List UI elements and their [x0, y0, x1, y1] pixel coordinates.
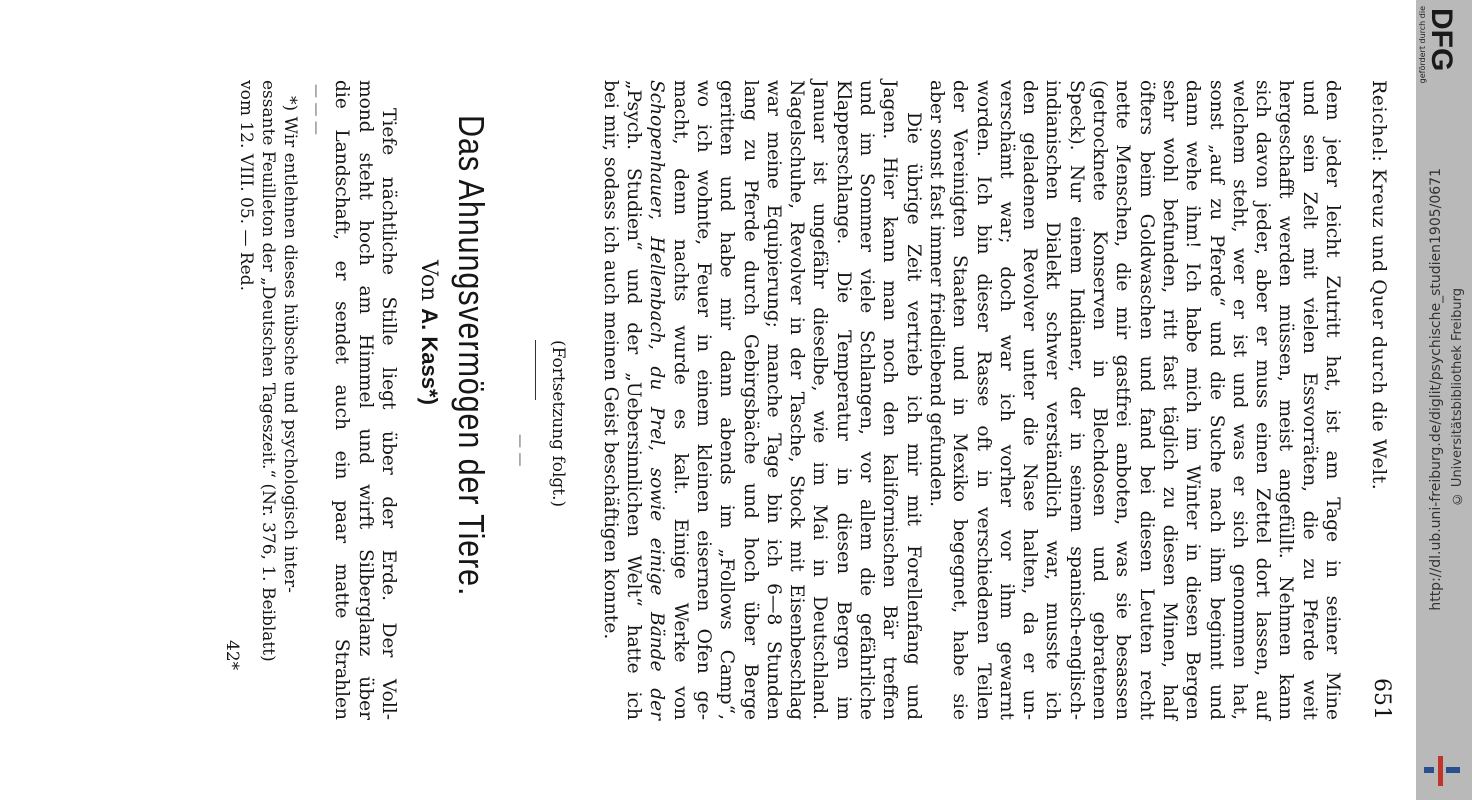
body-line: „Psych. Studien“ und der „Uebersinnlichen Welt“ hatte ich [623, 80, 645, 720]
body-line: den geladenen Revolver unter die Nase halten, da er un- [1019, 80, 1041, 720]
body-line: Nagelschuhe, Revolver in der Tasche, Stock mit Eisenbeschlag [786, 80, 808, 720]
body-line: verschämt war; doch war ich vorher vor ihm gewarnt [995, 80, 1017, 720]
body-line: und sein Zelt mit vielen Essvorräten, die zu Pferde weit [1298, 80, 1320, 720]
body-line: macht, denn nachts wurde es kalt. Einige Werke von [669, 80, 691, 720]
body-line: Speck). Nur einem Indianer, der in seinem spanisch-englisch- [1065, 80, 1087, 720]
body-line: öfters beim Goldwaschen und fand bei diesen Leuten recht [1135, 80, 1157, 720]
body-line: sich davon jeder, aber er muss einen Zettel dort lassen, auf [1252, 80, 1274, 720]
footnote-line: essante Feuilleton der „Deutschen Tageszeit.“ (Nr. 376, 1. Beiblatt) [258, 80, 278, 662]
article-line: die Landschaft, er sendet auch ein paar matte Strahlen [331, 80, 353, 720]
footnote-line: vom 12. VIII. 05. — Red. [236, 80, 256, 292]
article-line: mond steht hoch am Himmel und wirft Silberglanz über [354, 80, 376, 720]
body-line: sonst „auf zu Pferde“ und die Suche nach ihm beginnt und [1205, 80, 1227, 720]
body-line: und im Sommer viele Schlangen, vor allem die gefährliche [856, 80, 878, 720]
body-line: worden. Ich bin dieser Rasse oft in verschiedenen Teilen [972, 80, 994, 720]
footnote-line: *) Wir entlehnen dieses hübsche und psychologisch inter- [280, 96, 300, 593]
signature-mark: 42* [222, 640, 242, 671]
page-header [1356, 80, 1394, 720]
body-line: Januar ist ungefähr dieselbe, wie im Mai in Deutschland. [809, 80, 831, 720]
body-line: bei mir, sodass ich auch meinen Geist beschäftigen konnte. [599, 80, 621, 640]
body-line: Schopenhauer, Hellenbach, du Prel, sowie einige Bände der [646, 80, 668, 720]
body-line: indianischen Dialekt schwer verständlich war, musste ich [1042, 80, 1064, 720]
body-line: der Vereinigten Staaten und in Mexiko begegnet, habe sie [949, 80, 971, 720]
article-author [416, 260, 442, 405]
author-name: A. Kass*) [417, 308, 442, 405]
article-title: Das Ahnungsvermögen der Tiere. [451, 115, 492, 597]
body-line: dem jeder leicht Zutritt hat, ist am Tage in seiner Mine [1322, 80, 1343, 720]
section-divider [535, 340, 536, 400]
copyright-note: © Universitätsbibliothek Freiburg [1450, 288, 1465, 507]
body-line: nette Menschen, die mir gastfrei anboten, was sie besassen [1112, 80, 1134, 720]
body-line: geritten und habe mir dann abends im „Follows Camp“, [716, 80, 738, 720]
body-text [599, 80, 1345, 720]
section-divider-dashes: — — [512, 434, 528, 467]
body-line: dann wehe ihm! Ich habe mich im Winter in diesen Bergen [1182, 80, 1204, 720]
body-line: aber sonst fast immer friedliebend gefunden. [925, 80, 947, 508]
article-line: Tiefe nächtliche Stille liegt über der Erde. Der Voll- [378, 108, 399, 720]
author-prefix: Von [416, 260, 441, 302]
body-line: (getrocknete Konserven in Blechdosen und gebratenen [1089, 80, 1111, 720]
source-url: http://dl.ub.uni-freiburg.de/diglit/psychische_studien1905/0671 [1428, 168, 1444, 611]
body-line: Jagen. Hier kann man noch den kalifornischen Bär treffen [879, 80, 901, 720]
body-line: hergeschafft werden müssen, meist angefüllt. Nehmen kann [1275, 80, 1297, 720]
body-line: Die übrige Zeit vertrieb ich mir mit Forellenfang und [902, 112, 924, 720]
scanned-page [0, 30, 1410, 770]
svg-text:DFG: DFG [1425, 8, 1458, 72]
page-number: 651 [1369, 678, 1394, 720]
body-line: Klapperschlange. Die Temperatur in diesen Bergen im [832, 80, 854, 720]
footnote-rule: — — — [308, 84, 324, 135]
body-line: welchem steht, wer er ist und was er sich genommen hat, [1228, 80, 1250, 720]
dfg-caption: gefördert durch die [1418, 6, 1427, 84]
library-logo-icon [1420, 752, 1464, 790]
article-text [330, 80, 400, 720]
body-line: sehr wohl befunden, ritt fast täglich zu diesen Minen, half [1158, 80, 1180, 720]
continuation-note: (Fortsetzung folgt.) [548, 340, 568, 508]
dfg-logo-icon [1424, 6, 1468, 96]
body-line: war meine Equipierung; manche Tage bin ich 6—8 Stunden [762, 80, 784, 720]
body-line: wo ich wohnte, Feuer in einem kleinen eisernen Ofen ge- [692, 80, 714, 720]
body-line: lang zu Pferde durch Gebirgsbäche und hoch über Berge [739, 80, 761, 720]
running-head: Reichel: Kreuz und Quer durch die Welt. [1368, 80, 1390, 491]
